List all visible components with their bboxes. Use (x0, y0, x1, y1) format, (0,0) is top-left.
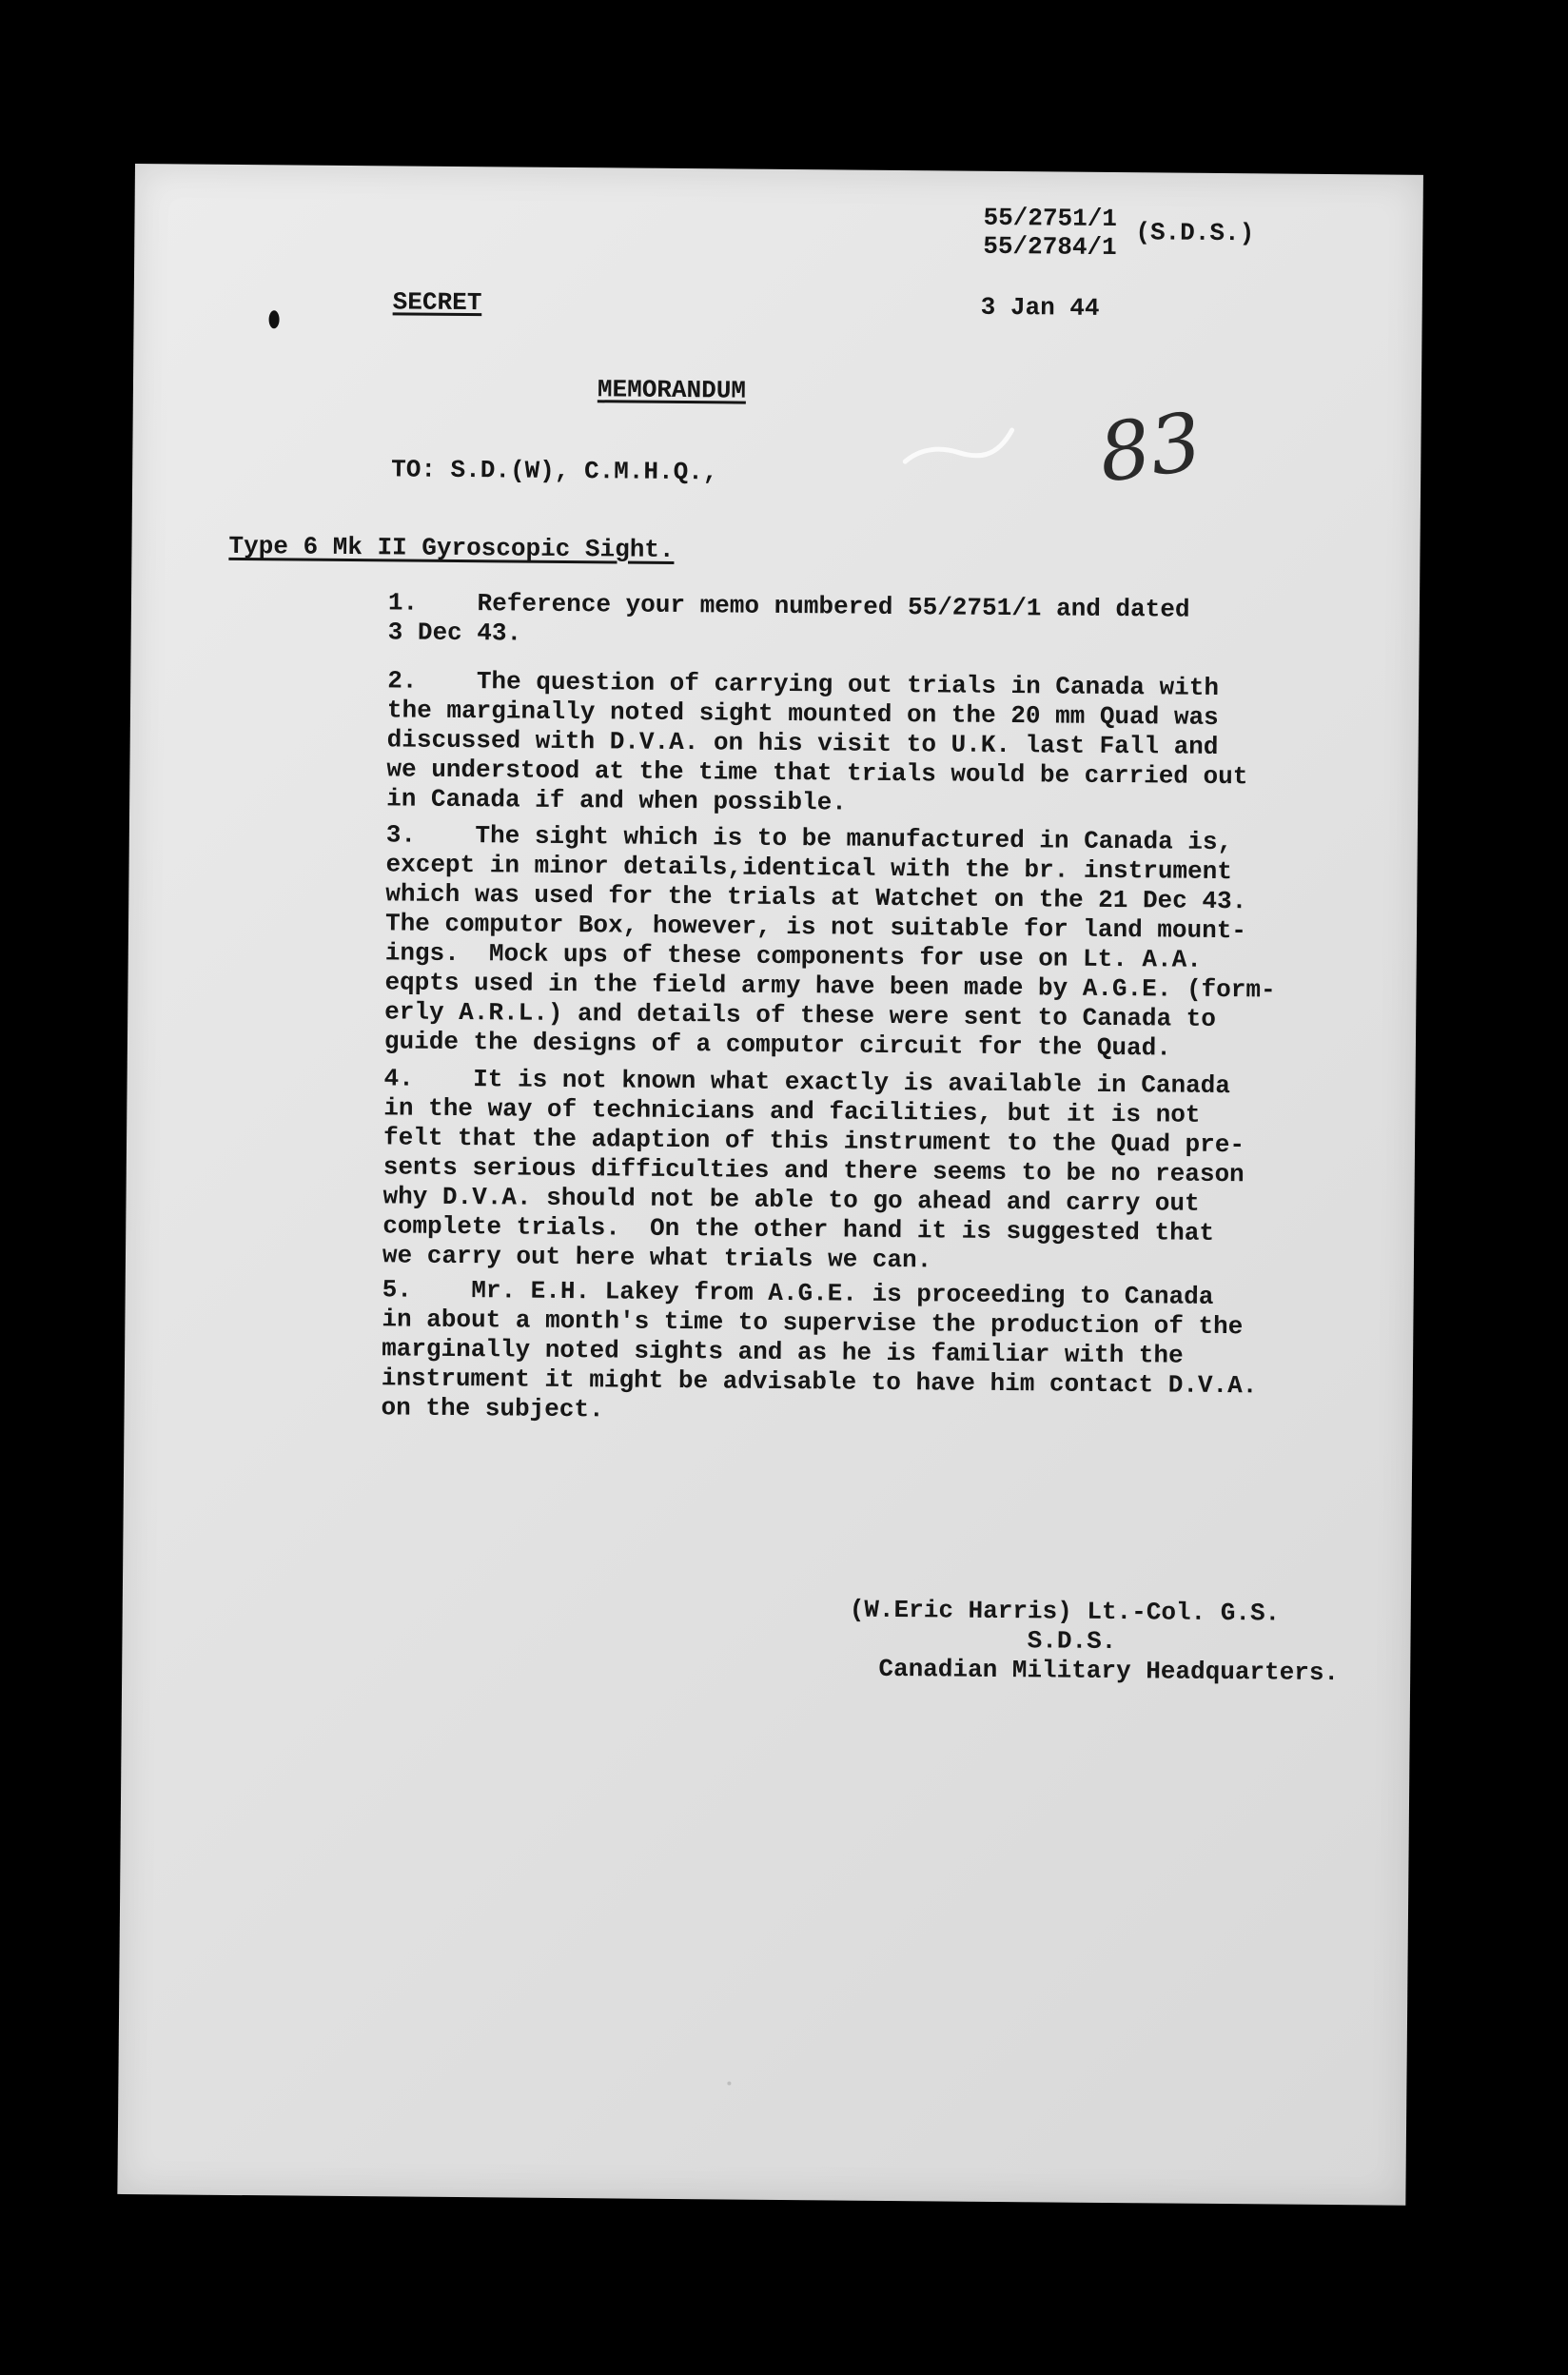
paragraph-3: 3. The sight which is to be manufactured in Canada is, except in minor details,identical with the br. instrument which was used for the trials at Watchet on the 21 Dec 43. The computor Box, however, is not suitable for land mount- ings. Mock ups of these components for use on Lt. A.A. eqpts used in the field army have been made by A.G.E. (form- erly A.R.L.) and details of these were sent to Canada to guide the designs of a computor circuit for the Quad. (383, 820, 1276, 1063)
memo-page (117, 164, 1423, 2206)
pen-stroke-mark (901, 420, 1016, 478)
classification-label: SECRET (392, 287, 482, 318)
recipient-line: TO: S.D.(W), C.M.H.Q., (391, 455, 718, 487)
paper-speck (727, 2082, 731, 2086)
handwritten-folio-number: 83 (1093, 394, 1207, 501)
reference-suffix: (S.D.S.) (1135, 218, 1255, 248)
memo-date: 3 Jan 44 (980, 292, 1100, 323)
signature-block: (W.Eric Harris) Lt.-Col. G.S. S.D.S. Canadian Military Headquarters. (849, 1595, 1340, 1688)
subject-line: Type 6 Mk II Gyroscopic Sight. (228, 531, 675, 564)
paragraph-2: 2. The question of carrying out trials in Canada with the marginally noted sight mounted on the 20 mm Quad was discussed with D.V.A. on his visit to U.K. last Fall and we understood at the time that trials would be carried out in Canada if and when possible. (386, 666, 1248, 817)
memo-heading: MEMORANDUM (597, 375, 747, 405)
reference-number-1: 55/2751/1 (983, 203, 1118, 234)
punch-hole-mark (268, 310, 279, 328)
paragraph-4: 4. It is not known what exactly is available in Canada in the way of technicians and facilities, but it is not felt that the adaption of this instrument to the Quad pre- sents serious difficulties and there seems to be no reason why D.V.A. should not be able to go ahead and carry out complete trials. On the other hand it is suggested that we carry out here what trials we can. (382, 1064, 1245, 1275)
paragraph-1: 1. Reference your memo numbered 55/2751/1 and dated 3 Dec 43. (387, 588, 1190, 648)
reference-number-2: 55/2784/1 (983, 231, 1117, 263)
paragraph-5: 5. Mr. E.H. Lakey from A.G.E. is proceeding to Canada in about a month's time to supervise the production of the marginally noted sights and as he is familiar with the instrument it might be advisable to have him contact D.V.A. on the subject. (381, 1275, 1258, 1424)
